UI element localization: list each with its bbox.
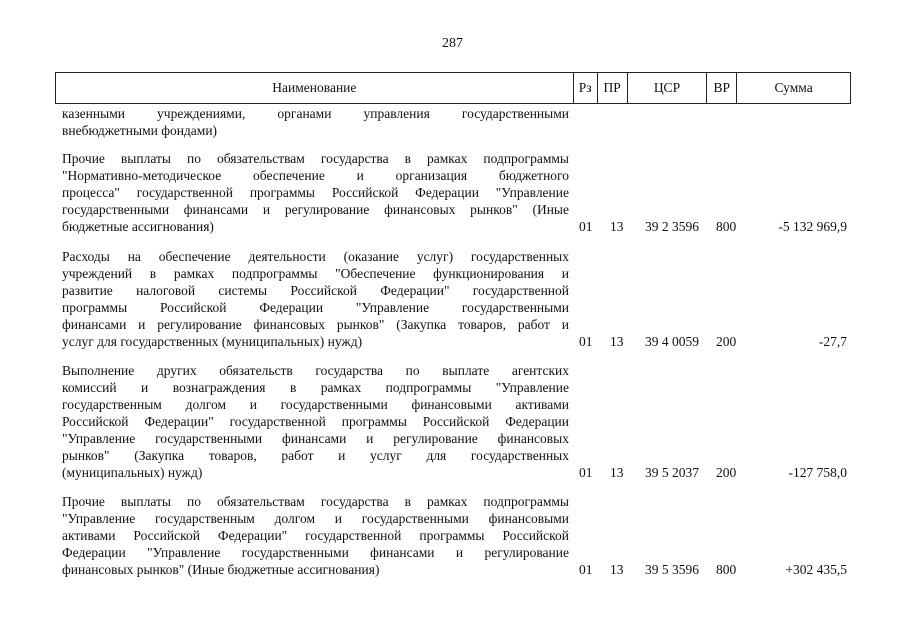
row-rz: 01	[579, 219, 593, 234]
header-pr: ПР	[597, 73, 627, 103]
row-sum: -27,7	[818, 334, 847, 349]
row-name-line: Расходы на обеспечение деятельности (оказание услуг) государственных	[62, 249, 569, 264]
header-rz: Рз	[573, 73, 597, 103]
row-pr: 13	[610, 219, 624, 234]
row-vr: 200	[716, 465, 737, 480]
row-name-line: государственными финансами и регулирование финансовых рынков" (Иные	[62, 202, 569, 217]
row-name-line: финансами и регулирование финансовых рынков" (Закупка товаров, работ и	[62, 317, 569, 332]
row-name-line: финансовых рынков" (Иные бюджетные ассигнования)	[62, 562, 380, 577]
row-name-line: государственным долгом и государственными финансовыми активами	[62, 397, 569, 412]
row-name-line: процесса" государственной программы Российской Федерации "Управление	[62, 185, 569, 200]
row-csr: 39 5 2037	[645, 465, 699, 480]
row-name-line: Выполнение других обязательств государства по выплате агентских	[62, 363, 569, 378]
row-sum: -127 758,0	[788, 465, 847, 480]
row-name-line: Прочие выплаты по обязательствам государства в рамках подпрограммы	[62, 494, 569, 509]
row-rz: 01	[579, 465, 593, 480]
row-name	[62, 150, 569, 235]
row-name-line: услуг для государственных (муниципальных) нужд)	[62, 334, 363, 349]
header-name: Наименование	[272, 80, 357, 95]
row-name-line: (муниципальных) нужд)	[62, 465, 203, 480]
row-vr: 200	[716, 334, 737, 349]
row-vr: 800	[716, 219, 737, 234]
row-name-line: "Управление государственными финансами и регулирование финансовых	[62, 431, 569, 446]
row-name	[62, 105, 569, 139]
row-csr: 39 5 3596	[645, 562, 699, 577]
header-vr: ВР	[706, 73, 736, 103]
row-name-line: "Нормативно-методическое обеспечение и организация бюджетного	[62, 168, 569, 183]
row-name-line: комиссий и вознаграждения в рамках подпрограммы "Управление	[62, 380, 569, 395]
row-name-line: Федерации "Управление государственными финансами и регулирование	[62, 545, 569, 560]
row-name-line: "Управление государственным долгом и государственными финансовыми	[62, 511, 569, 526]
row-rz: 01	[579, 334, 593, 349]
row-pr: 13	[610, 334, 624, 349]
row-name-line: казенными учреждениями, органами управления государственными	[62, 106, 569, 121]
row-name-line: бюджетные ассигнования)	[62, 219, 214, 234]
row-name-line: внебюджетными фондами)	[62, 123, 218, 138]
table-header	[55, 72, 851, 104]
row-name	[62, 248, 569, 350]
row-vr: 800	[716, 562, 737, 577]
row-sum: +302 435,5	[785, 562, 847, 577]
row-name-line: развитие налоговой системы Российской Федерации" государственной	[62, 283, 569, 298]
row-name-line: учреждений в рамках подпрограммы "Обеспечение функционирования и	[62, 266, 569, 281]
row-pr: 13	[610, 465, 624, 480]
row-csr: 39 4 0059	[645, 334, 699, 349]
budget-table	[55, 72, 851, 577]
row-name-line: Российской Федерации" государственной программы Российской Федерации	[62, 414, 569, 429]
row-csr: 39 2 3596	[645, 219, 699, 234]
row-name-line: активами Российской Федерации" государственной программы Российской	[62, 528, 569, 543]
row-pr: 13	[610, 562, 624, 577]
row-name	[62, 493, 569, 578]
row-sum: -5 132 969,9	[778, 219, 847, 234]
row-name-line: Прочие выплаты по обязательствам государства в рамках подпрограммы	[62, 151, 569, 166]
header-csr: ЦСР	[627, 73, 707, 103]
row-name-line: программы Российской Федерации "Управление государственными	[62, 300, 569, 315]
page-number: 287	[442, 36, 463, 51]
row-rz: 01	[579, 562, 593, 577]
header-sum: Сумма	[736, 73, 850, 103]
row-name-line: рынков" (Закупка товаров, работ и услуг для государственных	[62, 448, 569, 463]
row-name	[62, 362, 569, 481]
